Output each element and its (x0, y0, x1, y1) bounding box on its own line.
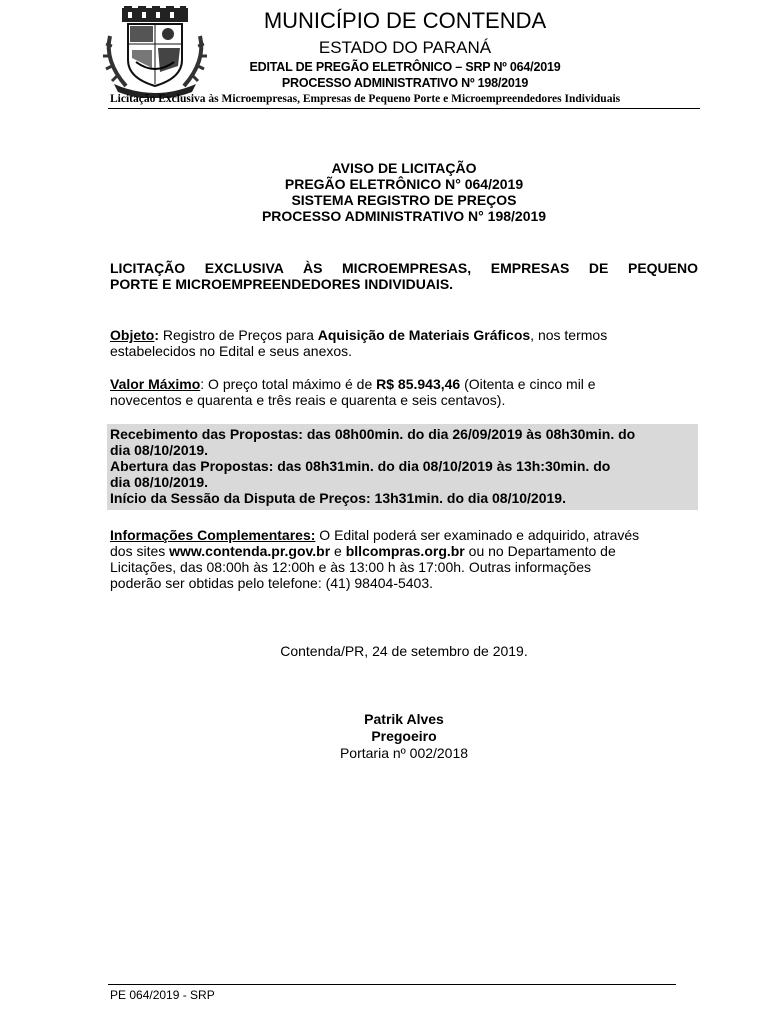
valor-amount: R$ 85.943,46 (376, 376, 461, 392)
objeto-colon: : (154, 327, 160, 343)
edital-reference: EDITAL DE PREGÃO ELETRÔNICO – SRP Nº 064/2019 (249, 60, 561, 74)
municipality-title: MUNICÍPIO DE CONTENDA (263, 8, 547, 33)
info-text: dos sites (110, 543, 170, 559)
valor-label: Valor Máximo (110, 376, 201, 392)
objeto-line (110, 327, 698, 343)
notice-heading (110, 160, 698, 224)
notice-line: PROCESSO ADMINISTRATIVO N° 198/2019 (261, 208, 547, 224)
exclusive-bid-notice-line: Licitação Exclusiva às Microempresas, Empresas de Pequeno Porte e Microempreendedores Individuais (110, 93, 621, 105)
exclusive-heading (110, 260, 698, 292)
notice-line: AVISO DE LICITAÇÃO (331, 160, 477, 176)
objeto-line-start (110, 327, 607, 343)
valor-text-end: (Oitenta e cinco mil e (460, 376, 596, 392)
schedule-line: dia 08/10/2019. (110, 474, 209, 490)
exclusive-heading-line: LICITAÇÃO EXCLUSIVA ÀS MICROEMPRESAS, EMPRESAS DE PEQUENO (110, 260, 698, 276)
signer-name: Patrik Alves (364, 711, 444, 727)
info-text: O Edital poderá ser examinado e adquirido, através (315, 527, 640, 543)
header-divider (108, 108, 700, 109)
state-subtitle: ESTADO DO PARANÁ (318, 38, 492, 57)
info-text: ou no Departamento de (464, 543, 616, 559)
info-line: Licitações, das 08:00h às 12:00h e às 13:00 h às 17:00h. Outras informações (110, 559, 591, 575)
objeto-highlight: Aquisição de Materiais Gráficos (317, 327, 531, 343)
schedule-line: Abertura das Propostas: das 08h31min. do dia 08/10/2019 às 13h:30min. do (110, 458, 611, 474)
signature-block (110, 711, 698, 762)
signer-role: Pregoeiro (371, 728, 437, 744)
site-link-contenda[interactable]: www.contenda.pr.gov.br (169, 543, 331, 559)
schedule-box (107, 424, 698, 510)
info-line (110, 543, 698, 559)
notice-line: SISTEMA REGISTRO DE PREÇOS (291, 192, 517, 208)
info-line (110, 527, 698, 543)
footer-reference: PE 064/2019 - SRP (110, 988, 215, 1002)
objeto-label: Objeto (110, 327, 155, 343)
municipal-crest-logo (100, 6, 210, 98)
objeto-paragraph (110, 327, 698, 359)
schedule-line: Início da Sessão da Disputa de Preços: 13h31min. do dia 08/10/2019. (110, 490, 566, 506)
valor-paragraph (110, 376, 698, 408)
objeto-text: Registro de Preços para (159, 327, 318, 343)
objeto-text-end: , nos termos (530, 327, 608, 343)
site-link-bll[interactable]: bllcompras.org.br (345, 543, 465, 559)
footer-divider (108, 984, 676, 985)
info-paragraph (110, 527, 698, 591)
objeto-line-2: estabelecidos no Edital e seus anexos. (110, 343, 353, 359)
info-text: e (330, 543, 346, 559)
exclusive-heading-line: PORTE E MICROEMPREENDEDORES INDIVIDUAIS. (110, 276, 454, 292)
place-date: Contenda/PR, 24 de setembro de 2019. (280, 643, 528, 659)
info-line: poderão ser obtidas pelo telefone: (41) 98404-5403. (110, 575, 434, 591)
signer-portaria: Portaria nº 002/2018 (339, 745, 469, 761)
notice-line: PREGÃO ELETRÔNICO N° 064/2019 (284, 176, 524, 192)
schedule-line: dia 08/10/2019. (110, 442, 209, 458)
valor-line (110, 376, 698, 392)
processo-reference: PROCESSO ADMINISTRATIVO Nº 198/2019 (281, 76, 529, 90)
valor-text: : O preço total máximo é de (200, 376, 377, 392)
valor-line-2: novecentos e quarenta e três reais e quarenta e seis centavos). (110, 392, 506, 408)
schedule-line: Recebimento das Propostas: das 08h00min. do dia 26/09/2019 às 08h30min. do (110, 426, 636, 442)
info-label: Informações Complementares: (110, 527, 316, 543)
